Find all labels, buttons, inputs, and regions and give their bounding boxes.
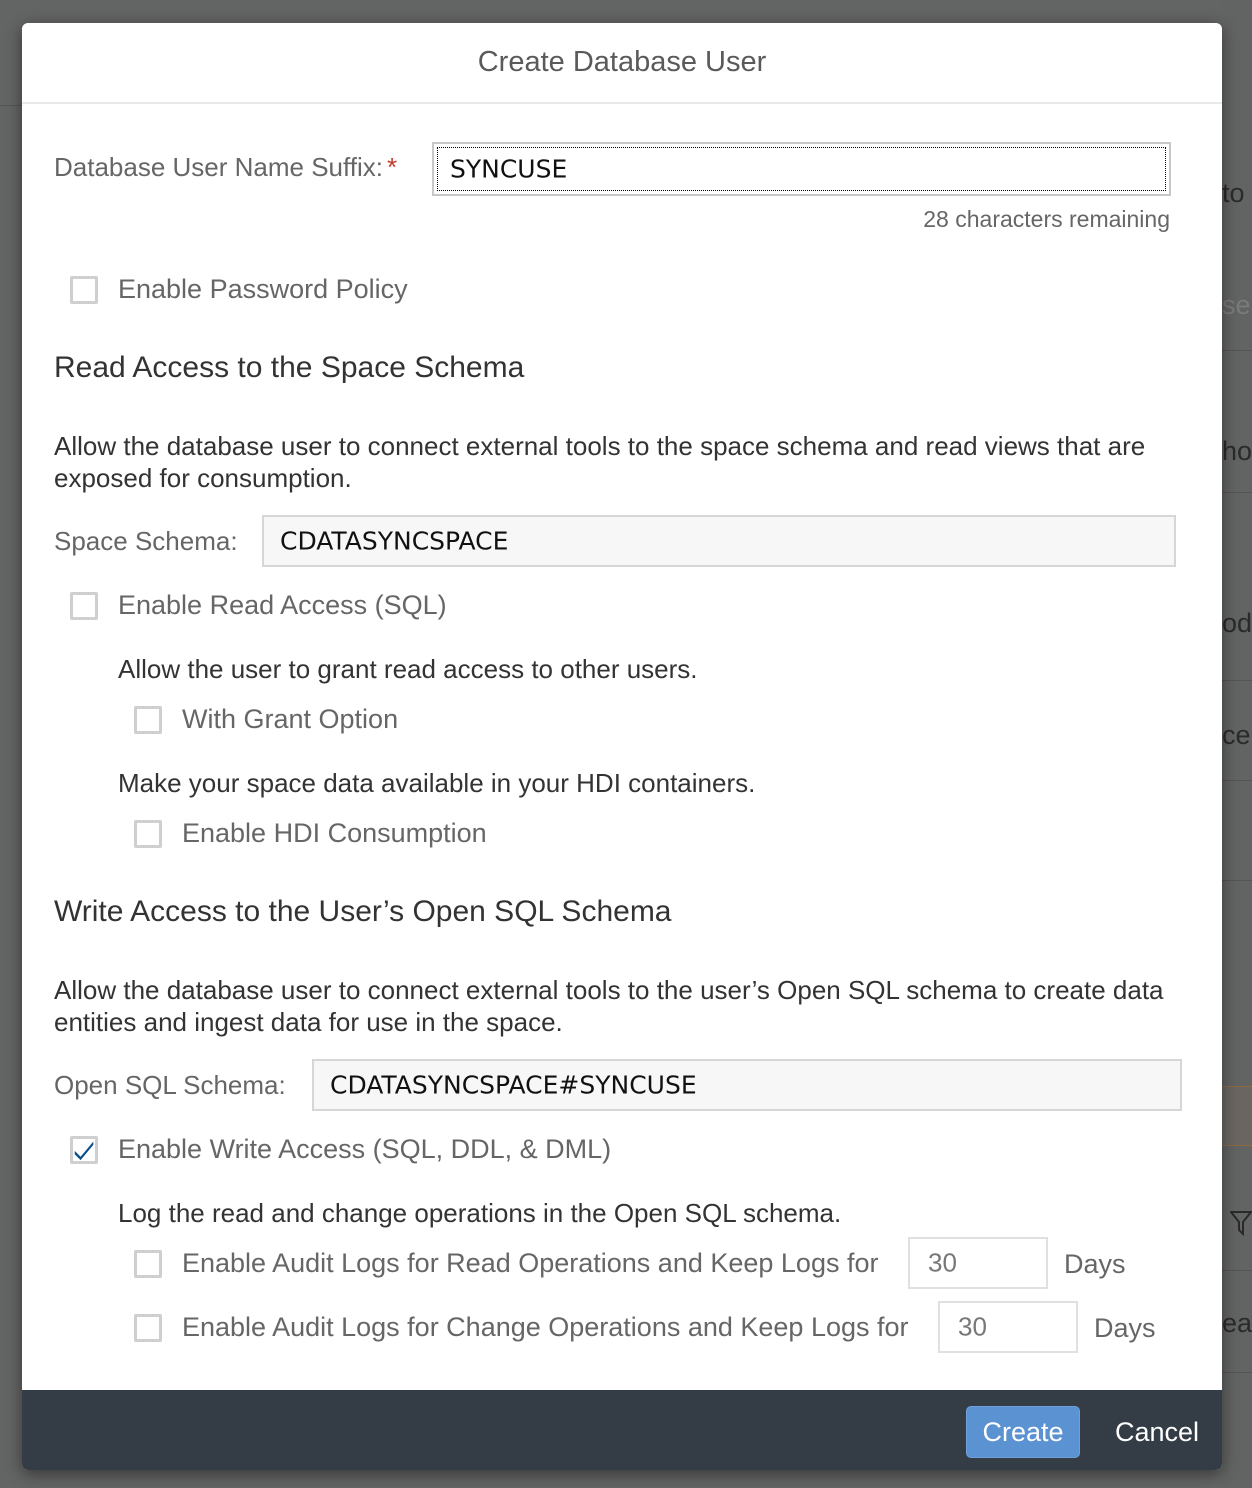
background-text: ce	[1222, 720, 1251, 750]
enable-read-row[interactable]	[70, 590, 447, 621]
enable-write-label: Enable Write Access (SQL, DDL, & DML)	[118, 1134, 612, 1164]
grant-description: Allow the user to grant read access to other users.	[118, 654, 698, 684]
background-text: od	[1222, 608, 1252, 638]
cancel-button[interactable]: Cancel	[1114, 1416, 1200, 1447]
hdi-consumption-checkbox[interactable]	[134, 820, 162, 848]
write-section-title: Write Access to the User’s Open SQL Schema	[54, 895, 672, 928]
dialog-header	[22, 23, 1222, 104]
characters-remaining: 28 characters remaining	[923, 206, 1170, 232]
create-button[interactable]: Create	[966, 1406, 1080, 1458]
open-sql-schema-value: CDATASYNCSPACE#SYNCUSE	[330, 1070, 697, 1100]
audit-change-days-unit: Days	[1094, 1313, 1156, 1343]
audit-read-days-unit: Days	[1064, 1249, 1126, 1279]
open-sql-schema-label: Open SQL Schema:	[54, 1070, 286, 1100]
background-divider	[1222, 492, 1252, 493]
background-text: to	[1222, 178, 1245, 208]
background-divider	[1222, 350, 1252, 351]
user-name-suffix-value: SYNCUSE	[450, 154, 568, 184]
open-sql-schema-field	[312, 1059, 1182, 1111]
password-policy-label: Enable Password Policy	[118, 274, 408, 304]
background-divider	[1222, 1270, 1252, 1271]
grant-option-label: With Grant Option	[182, 704, 399, 734]
audit-change-days-value: 30	[958, 1311, 987, 1342]
enable-read-checkbox[interactable]	[70, 592, 98, 620]
enable-read-label: Enable Read Access (SQL)	[118, 590, 447, 620]
required-marker: *	[387, 152, 398, 182]
read-section-title: Read Access to the Space Schema	[54, 351, 525, 384]
enable-write-row[interactable]	[70, 1134, 611, 1165]
background-page	[1222, 0, 1252, 1488]
log-description: Log the read and change operations in the Open SQL schema.	[118, 1198, 842, 1228]
password-policy-checkbox[interactable]	[70, 276, 98, 304]
checkmark-icon	[73, 1138, 95, 1162]
space-schema-field	[262, 515, 1176, 567]
background-divider	[1222, 780, 1252, 781]
audit-read-days-input[interactable]	[908, 1237, 1048, 1289]
background-highlight-row	[1222, 1086, 1252, 1146]
space-schema-value: CDATASYNCSPACE	[280, 526, 509, 556]
audit-change-row[interactable]	[134, 1312, 909, 1343]
audit-change-checkbox[interactable]	[134, 1314, 162, 1342]
audit-change-days-input[interactable]	[938, 1301, 1078, 1353]
background-divider	[1222, 880, 1252, 881]
audit-read-label: Enable Audit Logs for Read Operations and Keep Logs for	[182, 1248, 879, 1278]
audit-change-label: Enable Audit Logs for Change Operations and Keep Logs for	[182, 1312, 909, 1342]
audit-read-row[interactable]	[134, 1248, 878, 1279]
hdi-description: Make your space data available in your HDI containers.	[118, 768, 756, 798]
grant-option-row[interactable]	[134, 704, 398, 735]
user-name-suffix-input[interactable]	[432, 142, 1171, 196]
hdi-consumption-label: Enable HDI Consumption	[182, 818, 487, 848]
user-name-suffix-label	[54, 152, 397, 183]
password-policy-row[interactable]	[70, 274, 408, 305]
write-section-description: Allow the database user to connect external tools to the user’s Open SQL schema to create data entities and ingest data for use in the space.	[54, 975, 1164, 1037]
audit-read-checkbox[interactable]	[134, 1250, 162, 1278]
filter-icon	[1230, 1210, 1252, 1236]
background-text: ho	[1222, 436, 1252, 466]
background-text: ea	[1222, 1308, 1252, 1338]
background-divider	[1222, 680, 1252, 681]
space-schema-label: Space Schema:	[54, 526, 238, 556]
grant-option-checkbox[interactable]	[134, 706, 162, 734]
audit-read-days-value: 30	[928, 1247, 957, 1278]
user-name-suffix-label-text: Database User Name Suffix:	[54, 152, 383, 182]
hdi-consumption-row[interactable]	[134, 818, 487, 849]
dialog-footer	[22, 1390, 1222, 1470]
background-text: se	[1222, 290, 1251, 320]
read-section-description: Allow the database user to connect external tools to the space schema and read views that are exposed for consumption.	[54, 431, 1146, 493]
create-database-user-dialog	[22, 23, 1222, 1470]
background-divider	[1222, 1372, 1252, 1373]
enable-write-checkbox[interactable]	[70, 1136, 98, 1164]
dialog-title: Create Database User	[477, 46, 767, 78]
